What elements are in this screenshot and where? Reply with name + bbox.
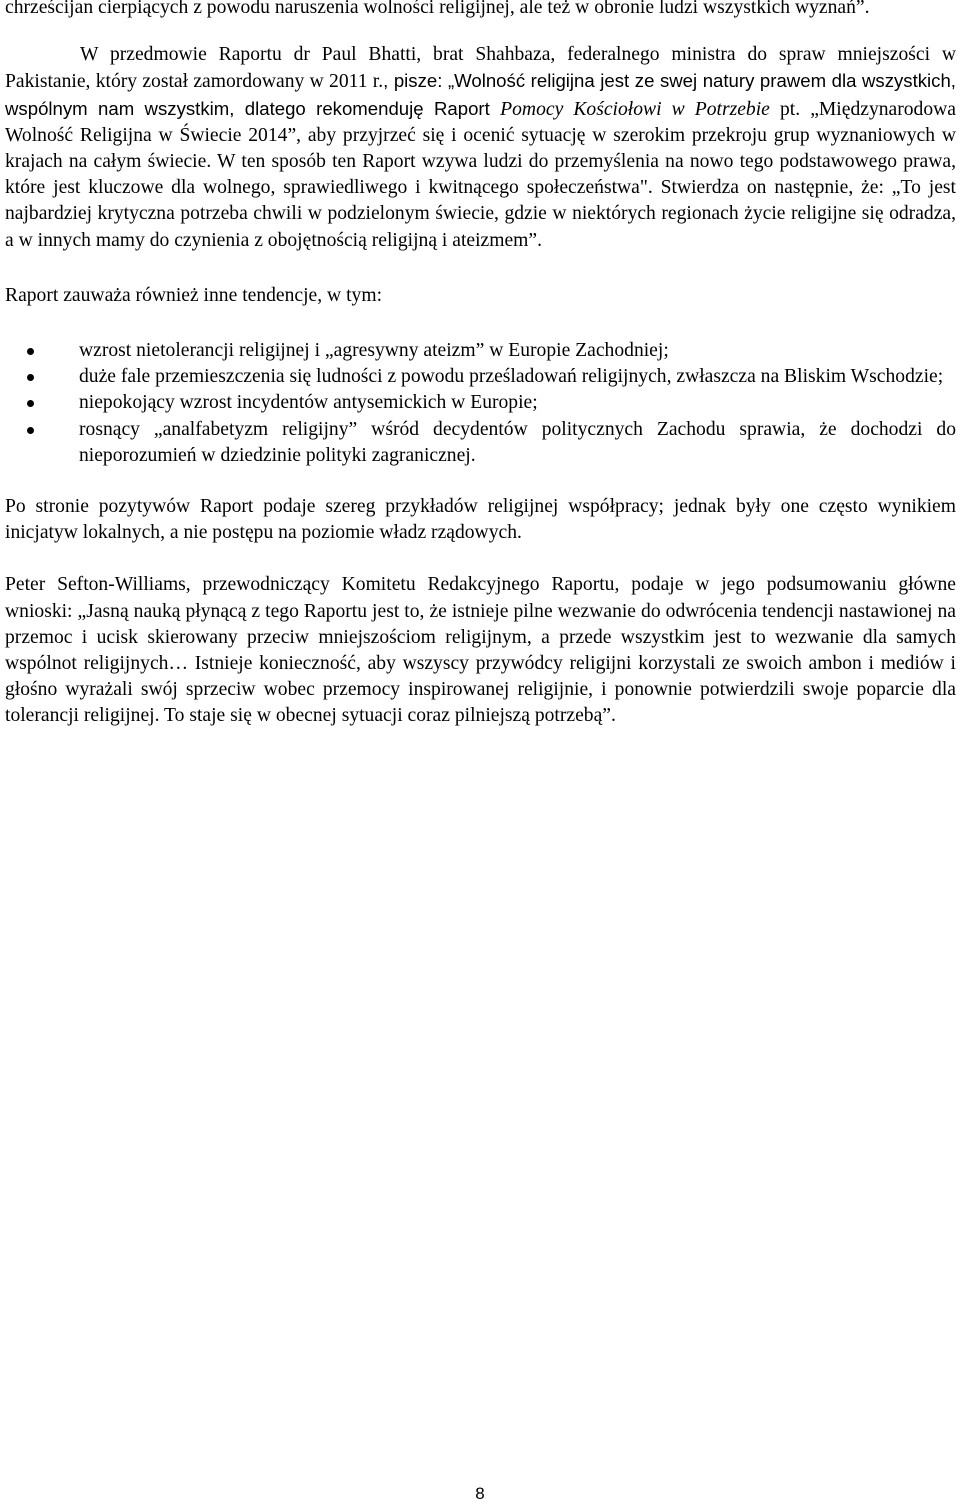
bhatti-continuation-text: pt. „Międzynarodowa Wolność Religijna w Świecie 2014”, aby przyjrzeć się i ocenić sytuację w szerokim przekroju grup wyznaniowych w krajach na całym świecie. W ten sposób ten Raport wzywa ludzi do przemyślenia na nowo tego podstawowego prawa, które jest kluczowe dla wolnego, sprawiedliwego i kwitnącego społeczeństwa". Stwierdza on następnie, że: „To jest najbardziej krytyczna potrzeba chwili w podzielonym świecie, gdzie w niektórych regionach życie religijne się odradza, a w innych mamy do czynienia z obojętnością religijną i ateizmem”. <box>5 98 956 251</box>
organization-title: Pomocy Kościołowi w Potrzebie <box>500 98 770 120</box>
bhatti-intro-text: W przedmowie Raportu dr Paul Bhatti, brat Shahbaza, federalnego ministra do spraw mniejszości w Pakistanie, który został zamordowany w 2011 r. <box>5 44 956 93</box>
positive-examples-paragraph: Po stronie pozytywów Raport podaje szereg przykładów religijnej współpracy; jednak były one często wynikiem inicjatyw lokalnych, a nie postępu na poziomie władz rządowych. <box>5 496 956 544</box>
bullet-icon <box>27 400 34 407</box>
bhatti-quote-text: , pisze: „Wolność religijna jest ze swej natury prawem dla wszystkich, wspólnym nam wszystkim, dlatego rekomenduję Raport <box>5 70 956 119</box>
list-item <box>5 390 956 416</box>
trends-list <box>5 338 956 469</box>
bullet-icon <box>27 427 34 434</box>
continuation-paragraph: chrześcijan cierpiących z powodu naruszenia wolności religijnej, ale też w obronie ludzi wszystkich wyznań”. <box>5 0 870 18</box>
list-item-text: niepokojący wzrost incydentów antysemickich w Europie; <box>79 392 538 414</box>
list-item <box>5 417 956 469</box>
page-number: 8 <box>475 1484 485 1503</box>
bhatti-foreword-paragraph <box>5 42 956 254</box>
list-item-text: wzrost nietolerancji religijnej i „agresywny ateizm” w Europie Zachodniej; <box>79 340 669 362</box>
list-item-text: rosnący „analfabetyzm religijny” wśród decydentów politycznych Zachodu sprawia, że dochodzi do nieporozumień w dziedzinie polityki zagranicznej. <box>79 418 956 466</box>
bullet-icon <box>27 374 34 381</box>
list-item <box>5 338 956 364</box>
list-item <box>5 364 956 390</box>
sefton-williams-paragraph: Peter Sefton-Williams, przewodniczący Komitetu Redakcyjnego Raportu, podaje w jego podsumowaniu główne wnioski: „Jasną nauką płynącą z tego Raportu jest to, że istnieje pilne wezwanie do odwrócenia tendencji nastawionej na przemoc i ucisk skierowany przeciw mniejszościom religijnym, a przede wszystkim jest to wezwanie dla samych wspólnot religijnych… Istnieje konieczność, aby wszyscy przywódcy religijni korzystali ze swoich ambon i mediów i głośno wyrażali swój sprzeciw wobec przemocy inspirowanej religijnie, i ponownie potwierdzili swoje poparcie dla tolerancji religijnej. To staje się w obecnej sytuacji coraz pilniejszą potrzebą”. <box>5 574 956 727</box>
trends-intro-paragraph: Raport zauważa również inne tendencje, w tym: <box>5 284 383 306</box>
bullet-icon <box>27 348 34 355</box>
document-page <box>5 0 956 730</box>
list-item-text: duże fale przemieszczenia się ludności z powodu prześladowań religijnych, zwłaszcza na Bliskim Wschodzie; <box>79 366 944 388</box>
